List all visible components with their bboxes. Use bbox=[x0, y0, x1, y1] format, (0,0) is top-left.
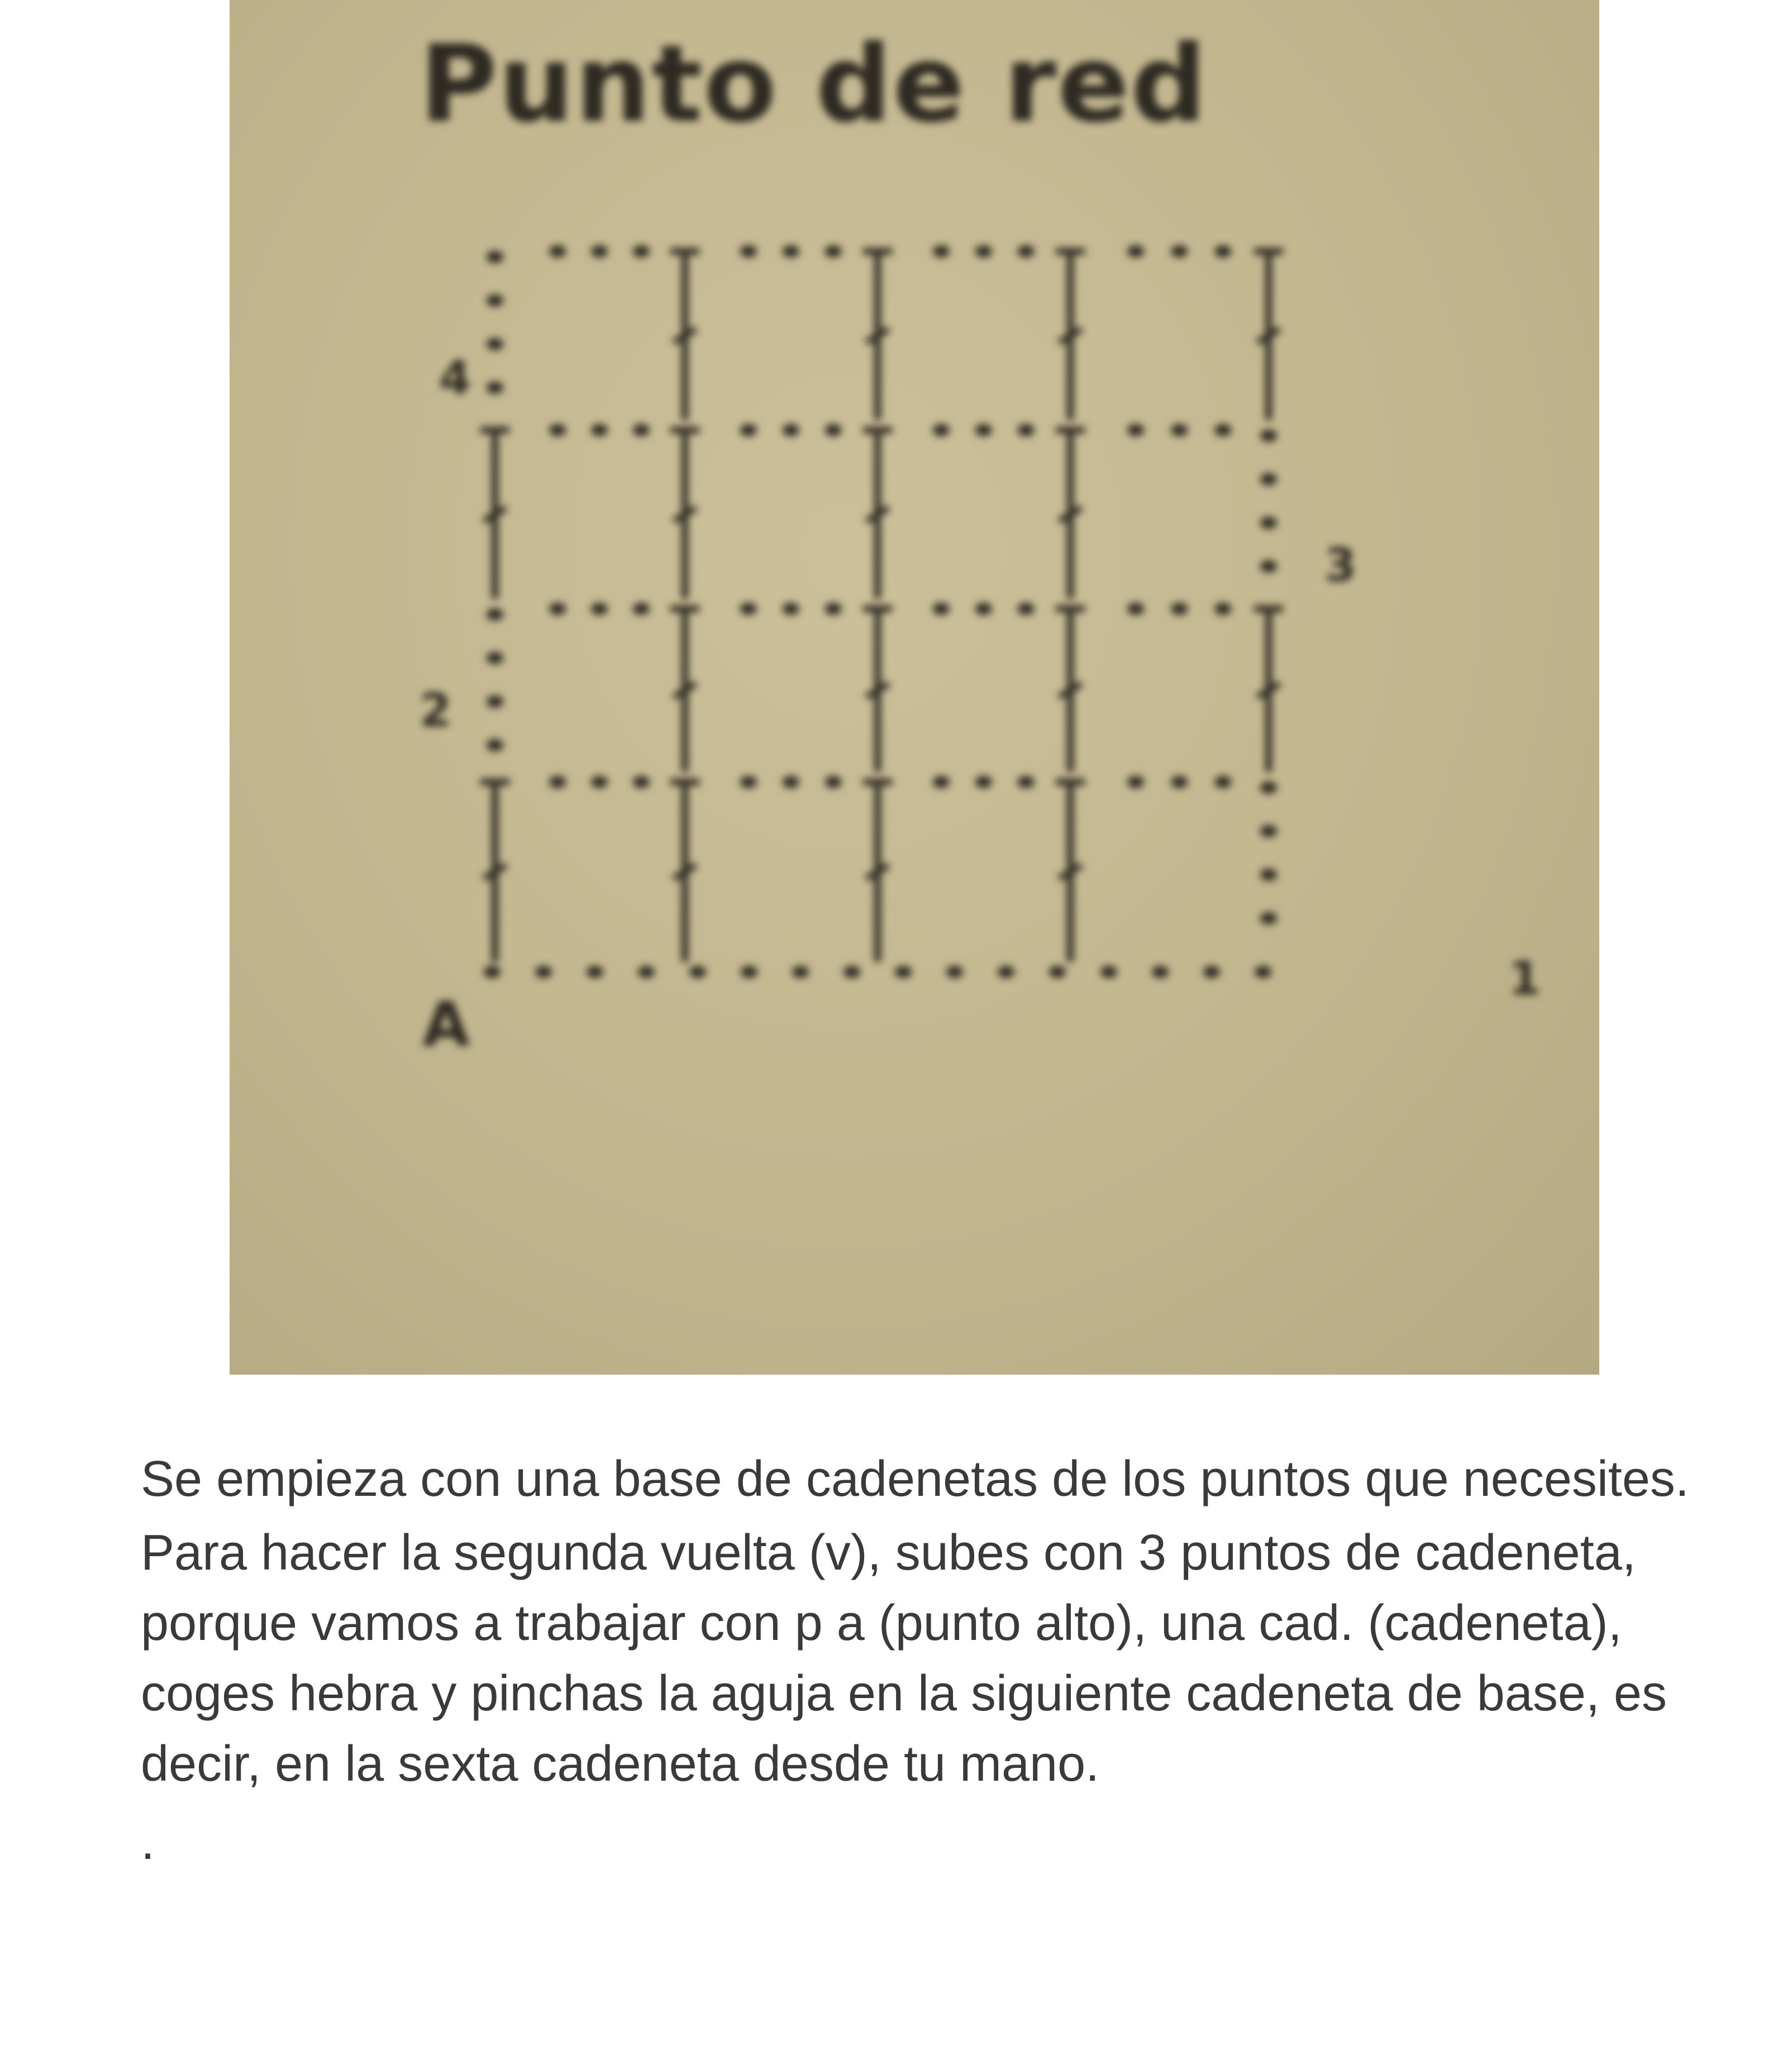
chain-stitch bbox=[549, 245, 566, 258]
chain-stitch bbox=[549, 424, 566, 436]
chain-stitch bbox=[1152, 966, 1169, 978]
chain-stitch bbox=[825, 245, 842, 258]
chain-stitch bbox=[1127, 776, 1144, 788]
start-label: A bbox=[422, 989, 470, 1060]
chain-stitch bbox=[1171, 245, 1188, 258]
chain-stitch bbox=[1260, 869, 1277, 881]
chain-stitch bbox=[487, 695, 503, 708]
chain-stitch bbox=[1214, 245, 1231, 258]
chain-stitch bbox=[1018, 603, 1035, 615]
chain-stitch bbox=[1214, 603, 1231, 615]
chain-stitch bbox=[843, 966, 860, 978]
chain-stitch bbox=[792, 966, 809, 978]
chain-stitch bbox=[946, 966, 963, 978]
chain-stitch bbox=[975, 245, 992, 258]
chain-stitch bbox=[1018, 245, 1035, 258]
chain-stitch bbox=[1203, 966, 1220, 978]
chain-stitch bbox=[638, 966, 655, 978]
chain-stitch bbox=[975, 776, 992, 788]
chain-stitch bbox=[1049, 966, 1066, 978]
chain-stitch bbox=[591, 776, 608, 788]
chain-stitch bbox=[1018, 424, 1035, 436]
chain-stitch bbox=[783, 776, 799, 788]
chain-stitch bbox=[933, 776, 950, 788]
chain-stitch bbox=[1214, 424, 1231, 436]
stitch-chart-photo bbox=[230, 0, 1599, 1375]
chain-stitch bbox=[825, 603, 842, 615]
chain-stitch bbox=[633, 424, 650, 436]
instructions bbox=[141, 1444, 1733, 1881]
chain-stitch bbox=[487, 739, 503, 751]
chain-stitch bbox=[1260, 430, 1277, 442]
chain-stitch bbox=[689, 966, 706, 978]
chain-stitch bbox=[1171, 603, 1188, 615]
chain-stitch bbox=[549, 603, 566, 615]
chain-stitch bbox=[740, 776, 757, 788]
chain-stitch bbox=[587, 966, 603, 978]
chart-title: Punto de red bbox=[420, 22, 1208, 146]
chain-stitch bbox=[740, 603, 757, 615]
paragraph-2: Para hacer la segunda vuelta (v), subes con 3 puntos de cadeneta, porque vamos a trabajar con p a (punto alto), una cad. (cadeneta), coges hebra y pinchas la aguja en la siguiente cadeneta de base, es decir, en la sexta cadeneta desde tu mano. bbox=[141, 1525, 1667, 1792]
chain-stitch bbox=[487, 652, 503, 664]
paragraph-1: Se empieza con una base de cadenetas de los puntos que necesites. bbox=[141, 1451, 1689, 1507]
row-label-3: 3 bbox=[1324, 539, 1357, 592]
chain-stitch bbox=[933, 603, 950, 615]
chain-stitch bbox=[975, 424, 992, 436]
chain-stitch bbox=[633, 776, 650, 788]
row-label-4: 4 bbox=[439, 352, 471, 405]
chain-stitch bbox=[549, 776, 566, 788]
chain-stitch bbox=[825, 776, 842, 788]
row-label-1: 1 bbox=[1509, 952, 1541, 1005]
chain-stitch bbox=[975, 603, 992, 615]
chain-stitch bbox=[783, 245, 799, 258]
chain-stitch bbox=[591, 424, 608, 436]
chain-stitch bbox=[1127, 424, 1144, 436]
chain-stitch bbox=[1260, 560, 1277, 573]
chain-stitch bbox=[998, 966, 1014, 978]
chain-stitch bbox=[1127, 603, 1144, 615]
chain-stitch bbox=[783, 603, 799, 615]
chain-stitch bbox=[484, 966, 501, 978]
chain-stitch bbox=[783, 424, 799, 436]
chain-stitch bbox=[487, 251, 503, 263]
chain-stitch bbox=[1127, 245, 1144, 258]
chain-stitch bbox=[487, 338, 503, 350]
chain-stitch bbox=[740, 424, 757, 436]
chain-stitch bbox=[535, 966, 552, 978]
chain-stitch bbox=[591, 245, 608, 258]
chain-stitch bbox=[1260, 517, 1277, 529]
chain-stitch bbox=[633, 245, 650, 258]
chain-stitch bbox=[1260, 781, 1277, 794]
chain-stitch bbox=[933, 245, 950, 258]
chain-stitch bbox=[487, 608, 503, 621]
chain-stitch bbox=[1171, 776, 1188, 788]
row-label-2: 2 bbox=[420, 684, 452, 737]
chain-stitch bbox=[1255, 966, 1271, 978]
chain-stitch bbox=[741, 966, 757, 978]
chain-stitch bbox=[1260, 825, 1277, 837]
chain-stitch bbox=[1214, 776, 1231, 788]
chain-stitch bbox=[1260, 473, 1277, 485]
chain-stitch bbox=[895, 966, 912, 978]
chain-stitch bbox=[591, 603, 608, 615]
chain-stitch bbox=[1018, 776, 1035, 788]
blurred-photo-content bbox=[230, 0, 1599, 1375]
chain-stitch bbox=[633, 603, 650, 615]
chain-stitch bbox=[1171, 424, 1188, 436]
chain-stitch bbox=[825, 424, 842, 436]
chain-stitch bbox=[740, 245, 757, 258]
chain-stitch bbox=[1100, 966, 1117, 978]
chain-stitch bbox=[933, 424, 950, 436]
chain-stitch bbox=[1260, 912, 1277, 924]
paragraph-3: . bbox=[141, 1814, 155, 1870]
chain-stitch bbox=[487, 294, 503, 307]
chain-stitch bbox=[487, 382, 503, 394]
